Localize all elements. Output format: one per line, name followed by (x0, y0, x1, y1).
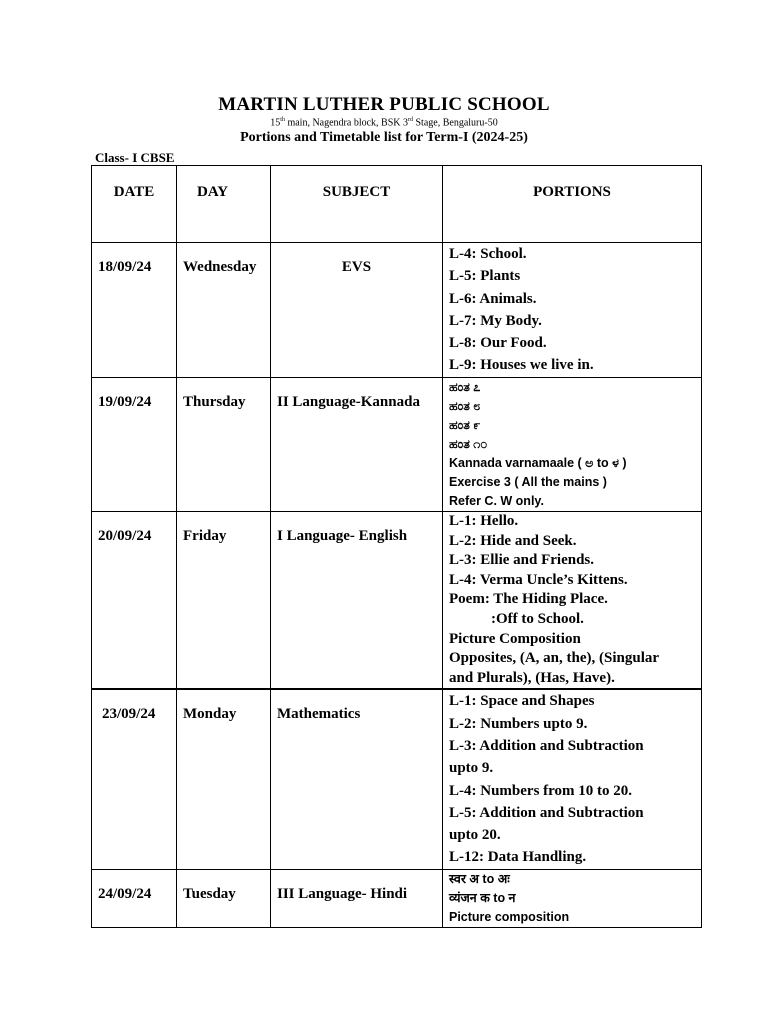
portion-item: L-1: Space and Shapes (449, 693, 595, 710)
portion-item: L-5: Addition and Subtraction (449, 804, 644, 821)
portion-item: Picture composition (449, 909, 570, 924)
portion-item: L-2: Numbers upto 9. (449, 715, 588, 732)
portions-cell (443, 378, 702, 512)
portion-item: L-5: Plants (449, 268, 521, 285)
portion-item: ಹಂತ ೧೦ (449, 437, 488, 451)
column-header-portions: PORTIONS (443, 166, 702, 243)
portion-item: L-1: Hello. (449, 513, 519, 529)
date-cell: 18/09/24 (92, 243, 177, 378)
portion-item: Refer C. W only. (449, 494, 544, 508)
table-row (92, 869, 702, 927)
portion-item: and Plurals), (Has, Have). (449, 669, 615, 686)
portion-item: L-3: Ellie and Friends. (449, 552, 595, 569)
portions-cell (443, 869, 702, 927)
portion-item: :Off to School. (491, 610, 584, 627)
column-header-subject: SUBJECT (271, 166, 443, 243)
portion-item: Picture Composition (449, 630, 581, 647)
day-cell: Thursday (177, 378, 271, 512)
portion-item: L-2: Hide and Seek. (449, 532, 577, 549)
portion-item: upto 20. (449, 827, 501, 844)
subject-cell: EVS (271, 243, 443, 378)
column-header-date: DATE (92, 166, 177, 243)
portion-item: upto 9. (449, 760, 494, 777)
portion-item: व्यंजन क to न (449, 890, 516, 905)
day-cell: Tuesday (177, 869, 271, 927)
day-cell: Friday (177, 512, 271, 690)
date-cell: 23/09/24 (92, 689, 177, 869)
table-row (92, 512, 702, 690)
day-cell: Wednesday (177, 243, 271, 378)
portion-item: Poem: The Hiding Place. (449, 591, 608, 608)
portion-item: L-4: Numbers from 10 to 20. (449, 782, 633, 799)
table-row (92, 243, 702, 378)
portion-item: L-8: Our Food. (449, 335, 547, 352)
subject-cell: Mathematics (271, 689, 443, 869)
portion-item: Exercise 3 ( All the mains ) (449, 475, 607, 489)
column-header-day: DAY (177, 166, 271, 243)
subject-cell: III Language- Hindi (271, 869, 443, 927)
table-row (92, 689, 702, 869)
portion-item: L-7: My Body. (449, 312, 542, 329)
portion-item: ಹಂತ ೮ (449, 399, 481, 413)
portion-item: L-3: Addition and Subtraction (449, 737, 644, 754)
portion-item: L-4: School. (449, 246, 527, 262)
portions-cell (443, 689, 702, 869)
portion-item: Kannada varnamaale ( ಅ to ಳ ) (449, 456, 627, 470)
date-cell: 19/09/24 (92, 378, 177, 512)
portion-item: ಹಂತ ೯ (449, 418, 481, 432)
class-label: Class- I CBSE (95, 150, 175, 165)
portion-item: ಹಂತ ೭ (449, 380, 481, 394)
header-row (92, 166, 702, 243)
school-address: 15th main, Nagendra block, BSK 3rd Stage, Bengaluru-50 (270, 117, 498, 129)
date-cell: 20/09/24 (92, 512, 177, 690)
portion-item: L-6: Animals. (449, 290, 537, 307)
portion-item: L-4: Verma Uncle’s Kittens. (449, 571, 628, 588)
subject-cell: II Language-Kannada (271, 378, 443, 512)
portion-item: L-9: Houses we live in. (449, 357, 594, 374)
day-cell: Monday (177, 689, 271, 869)
portions-cell (443, 512, 702, 690)
table-row (92, 378, 702, 512)
portion-item: स्वर अ to अः (449, 871, 510, 886)
portions-cell (443, 243, 702, 378)
timetable (91, 165, 702, 928)
subject-cell: I Language- English (271, 512, 443, 690)
document-subtitle: Portions and Timetable list for Term-I (2024-25) (240, 130, 528, 145)
portion-item: Opposites, (A, an, the), (Singular (449, 650, 660, 667)
date-cell: 24/09/24 (92, 869, 177, 927)
school-name: MARTIN LUTHER PUBLIC SCHOOL (218, 94, 550, 115)
portion-item: L-12: Data Handling. (449, 849, 587, 866)
